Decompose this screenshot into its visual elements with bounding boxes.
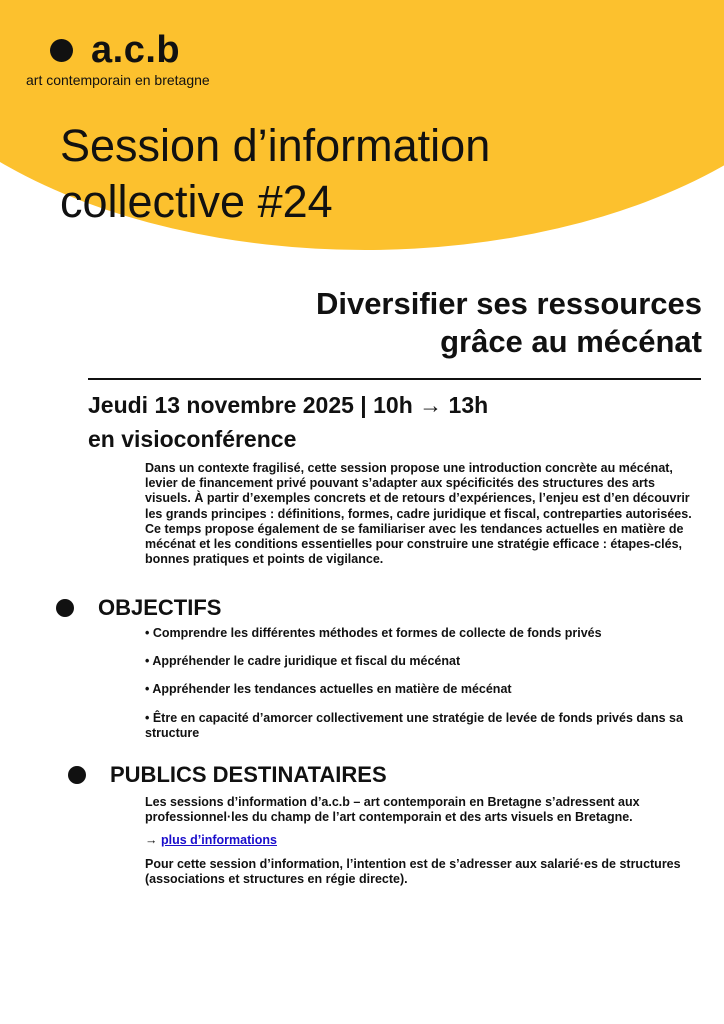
more-info-link[interactable]: plus d’informations — [160, 833, 277, 848]
publics-paragraph-2: Pour cette session d’information, l’intention est de s’adresser aux salarié·es de structures (associations et structures en régie directe). — [145, 856, 681, 886]
publics-paragraph-1: Les sessions d’information d’a.c.b – art contemporain en Bretagne s’adressent aux professionnel·les du champ de l’art contemporain et des arts visuels en Bretagne. — [145, 795, 640, 825]
bullet-dot-icon — [56, 599, 74, 617]
page-title — [60, 118, 490, 230]
subtitle-line1: Diversifier ses ressources — [315, 286, 702, 321]
logo-name: a.c.b — [91, 29, 181, 71]
objectives-heading-label: OBJECTIFS — [98, 595, 222, 620]
more-info-row — [145, 833, 705, 848]
publics-section — [145, 795, 705, 895]
objectives-list — [145, 626, 700, 754]
page-title-line2: collective #24 — [60, 176, 333, 227]
list-item: • Être en capacité d’amorcer collectivement une stratégie de levée de fonds privés dans sa structure — [145, 710, 683, 740]
logo-tagline: art contemporain en bretagne — [26, 72, 210, 88]
arrow-right-icon: → — [145, 833, 158, 848]
publics-heading — [68, 762, 387, 788]
page-title-line1: Session d’information — [60, 120, 491, 171]
logo — [50, 28, 180, 72]
publics-heading-label: PUBLICS DESTINATAIRES — [110, 762, 387, 787]
divider — [88, 378, 701, 380]
event-date-time: Jeudi 13 novembre 2025 | 10h → 13h — [88, 392, 489, 418]
session-subtitle — [316, 285, 702, 361]
subtitle-line2: grâce au mécénat — [440, 324, 702, 359]
list-item: • Appréhender le cadre juridique et fiscal du mécénat — [145, 654, 461, 669]
logo-dot-icon — [50, 39, 73, 62]
intro-paragraph: Dans un contexte fragilisé, cette session propose une introduction concrète au mécénat, levier de financement privé pouvant s’adapter aux spécificités des structures des arts visuels. À partir d’exemples concrets et de retours d’expériences, l’enjeu est d’en découvrir les grands principes : définitions, formes, cadre juridique et fiscal, contreparties autorisées. Ce temps propose également de se familiariser avec les tendances actuelles en matière de mécénat et les conditions essentielles pour construire une stratégie efficace : étapes-clés, bonnes pratiques et points de vigilance. — [145, 461, 692, 567]
objectives-heading — [56, 595, 221, 621]
list-item: • Appréhender les tendances actuelles en matière de mécénat — [145, 682, 512, 697]
list-item: • Comprendre les différentes méthodes et formes de collecte de fonds privés — [145, 626, 602, 640]
event-location: en visioconférence — [88, 426, 297, 452]
bullet-dot-icon — [68, 766, 86, 784]
